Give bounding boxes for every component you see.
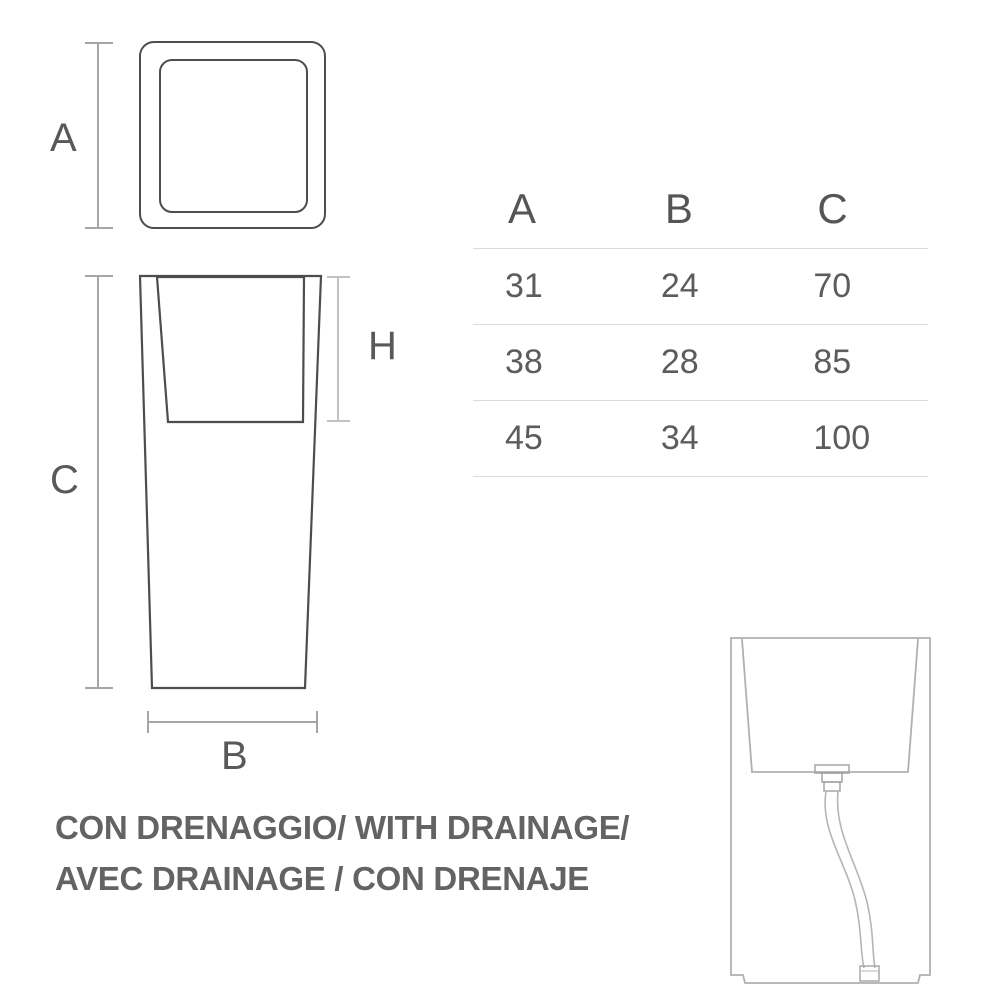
drainage-outlet xyxy=(860,966,879,981)
table-header-b: B xyxy=(664,185,693,232)
table-cell-b: 28 xyxy=(660,343,699,381)
dimension-label-b: B xyxy=(221,734,248,778)
table-cell-c: 85 xyxy=(813,343,852,381)
elevation-inner-cavity xyxy=(157,277,304,422)
table-header-row xyxy=(473,170,928,249)
top-view-outer-rim xyxy=(140,42,325,228)
top-view-square-planter xyxy=(140,42,325,228)
detail-inner-cavity xyxy=(742,639,918,772)
table-row xyxy=(473,249,928,325)
drainage-tube-left-wall xyxy=(825,791,864,968)
table-cell-a: 38 xyxy=(505,343,543,381)
table-cell-b: 34 xyxy=(660,419,699,457)
table-header-a: A xyxy=(508,185,537,232)
drainage-detail-cross-section xyxy=(731,638,930,983)
drain-nut xyxy=(824,782,840,791)
dimension-line-c xyxy=(85,276,113,688)
front-elevation-tapered-planter xyxy=(140,276,321,688)
table-row xyxy=(473,325,928,401)
table-cell-a: 45 xyxy=(505,419,543,457)
drainage-tube-right-wall xyxy=(838,791,875,968)
table-row xyxy=(473,401,928,477)
dimension-line-h xyxy=(327,277,350,421)
caption-line-1: CON DRENAGGIO/ WITH DRAINAGE/ xyxy=(55,809,630,846)
table-cell-c: 100 xyxy=(813,419,871,457)
dimension-label-h: H xyxy=(368,324,397,368)
dimension-table xyxy=(473,170,928,477)
drain-body xyxy=(822,773,842,782)
table-cell-b: 24 xyxy=(660,267,699,305)
drainage-caption xyxy=(55,802,755,904)
table-header-c: C xyxy=(817,185,848,232)
dimension-line-b xyxy=(148,711,317,733)
elevation-outer-body xyxy=(140,276,321,688)
table-cell-c: 70 xyxy=(813,267,852,305)
table-body xyxy=(473,249,928,477)
top-view-inner-opening xyxy=(160,60,307,212)
caption-line-2: AVEC DRAINAGE / CON DRENAJE xyxy=(55,860,590,898)
table-cell-a: 31 xyxy=(505,267,543,305)
dimension-label-a: A xyxy=(50,116,77,160)
dimension-line-a xyxy=(85,43,113,228)
table-header xyxy=(473,170,928,249)
detail-outer-shell xyxy=(731,638,930,983)
dimension-label-c: C xyxy=(50,458,79,502)
